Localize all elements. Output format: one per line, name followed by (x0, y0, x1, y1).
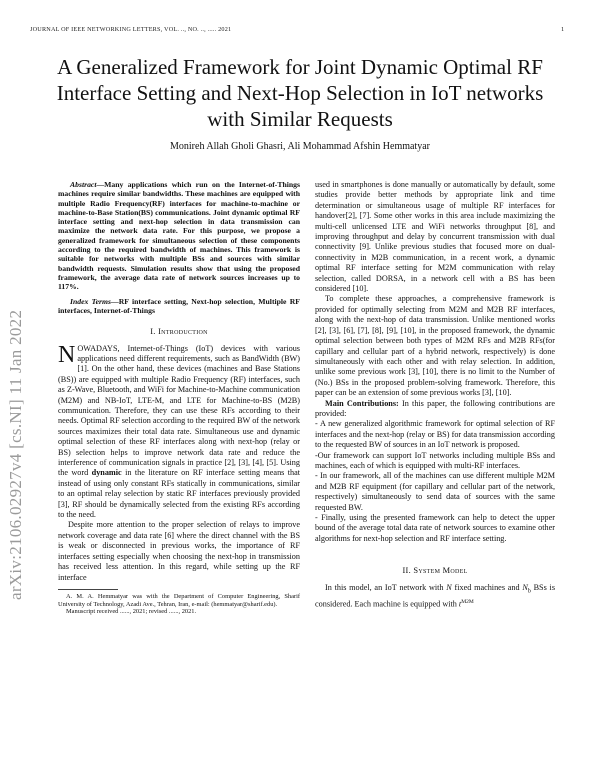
manuscript-footnote: Manuscript received ......, 2021; revised ......, 2021. (66, 608, 197, 616)
emphasis-dynamic: dynamic (91, 468, 122, 478)
drop-cap: N (58, 341, 76, 368)
affiliation-footnote: A. M. A. Hemmatyar was with the Department of Computer Engineering, Sharif University of Technology, Azadi Ave., Tehran, Iran, e-mail: (hemmatyar@sharif.edu). (58, 592, 300, 608)
right-paragraph-1: used in smartphones is done manually or automatically by default, some studies provide better methods by appropriate link and time determination or simultaneous usage of multiple RF interfaces for handover[2], [7]. Some other works in this area include maximizing the multi-cell unlicensed LTE and WiFi networks throughput [8], and improving throughput and delay by concurrent transmission with dual connectivity [9]. Unlike previous studies that focused more on dual-connectivity in M2B communication, in a recent work, a dynamic optimal RF interface setting for M2M communication with relay selection, called DORSA, in a network cell with a BS has been considered [10]. (315, 180, 555, 294)
index-terms (58, 297, 300, 316)
contributions-label: Main Contributions: (325, 398, 399, 408)
system-model-paragraph: In this model, an IoT network with N fixed machines and $N_b$ BSs is considered. Each machine is equipped with $t^{M2M}$ (315, 582, 556, 609)
symbol-N: N (446, 582, 452, 592)
author-list: Monireh Allah Gholi Ghasri, Ali Mohammad Afshin Hemmatyar (170, 141, 430, 152)
symbol-t: t (458, 599, 462, 609)
abstract-text: —Many applications which run on the Internet-of-Things machines require similar bandwidths. These machines are equipped with multiple Radio Frequency(RF) interfaces for machine-to-machine or machine-to-Base Station(BS) communications. Joint dynamic optimal RF interface setting and next-hop selection in data transmission can maximize the network data rate. For this purpose, we propose a generalized framework for simultaneous selection of these components according to the required bandwidth of machines. This framework is suitable for networks with multiple BSs and sources with similar bandwidth requests. Simulation results show that using the proposed framework, the average data rate of network sources increases up to 117%. (58, 180, 300, 292)
intro-paragraph-1: NOWADAYS, Internet-of-Things (IoT) devices with various applications need different requirements, such as BandWidth (BW) [1]. On the other hand, these devices (machines and Base Stations (BS)) are equipped with multiple Radio Frequency (RF) interfaces, such as Z-Wave, Bluetooth, and WiFi for Machine-to-Machine communication (M2M) and NB-IoT, LTE-M, and LTE for Machine-to-BS (M2B) communication. Therefore, they can use these RFs according to their needs. Optimal RF selection according to the required BW of the network sources maximizes their total data rate. Simultaneous use and dynamic optimal selection of these RF interfaces along with next-hop (relay or BS) selection helps to improve network data rate and reduce the interference of communication signals in practice [2], [3], [4], [5]. Using the word dynamic in the literature on RF interface setting means that instead of using only constant RFs statically in communications, similar to an optimal relay selection by static RF interfaces previously provided [3], RF should be dynamically selected from the existing RFs according to the need. (58, 341, 301, 520)
contributions-paragraph: Main Contributions: In this paper, the following contributions are provided: (315, 398, 555, 418)
abstract (58, 180, 300, 292)
index-terms-label: Index Terms (70, 296, 112, 306)
left-column (58, 180, 300, 616)
right-paragraph-2: To complete these approaches, a comprehensive framework is provided for optimally selecting from M2M and M2B RF interfaces, along with the next-hop of data transmission. Unlike mentioned works [2], [3], [6], [7], [8], [9], [10], in the proposed framework, the dynamic optimal selection between both types of M2M RFs and M2B RFs(for capillary and cellular part of a hybrid network, respectively) is done simultaneously with each other and with relay selection. In addition, unlike some previous work [3], [10], there is no limit to the Number of (No.) BSs in the proposed problem-solving framework. Therefore, this paper can be an extension of some previous works [3], [10]. (315, 294, 555, 398)
contribution-item-2: -Our framework can support IoT networks including multiple BSs and machines, each of which is equipped with multi-RF interfaces. (315, 450, 555, 470)
contribution-item-3: - In our framework, all of the machines can use different multiple M2M and M2B RF equipment (for capillary and cellular part of the network, respectively) simultaneously to send data of sources with the same requested BW. (315, 471, 555, 512)
symbol-t-superscript: M2M (461, 598, 474, 605)
contribution-item-1: - A new generalized algorithmic framework for optimal selection of RF interfaces and the next-hop (relay or BS) for data transmission according to the requested BW of sources in an IoT network is proposed. (315, 419, 555, 450)
symbol-Nb-subscript: b (527, 588, 531, 595)
symbol-Nb: N (522, 582, 528, 592)
contribution-item-4: - Finally, using the presented framework can help to detect the upper bound of the average total data rate of network sources to examine other algorithms for next-hop selection and RF interface setting. (315, 513, 555, 543)
arxiv-stamp: arXiv:2106.02927v4 [cs.NI] 11 Jan 2022 (6, 309, 25, 600)
page-number: 1 (561, 26, 565, 33)
paper-title: A Generalized Framework for Joint Dynamic Optimal RF Interface Setting and Next-Hop Selection in IoT networks with Similar Requests (56, 55, 544, 131)
index-terms-text: —RF interface setting, Next-hop selection, Multiple RF interfaces, Internet-of-Things (58, 296, 301, 315)
intro-paragraph-2: Despite more attention to the proper selection of relays to improve network coverage and data rate [6] where the direct channel with the BS is weak or disconnected in previous works, the importance of RF interfaces setting especially when choosing the next-hop in transmission has received less attention. In this regard, while setting up the RF interface (58, 520, 300, 582)
footnote-divider (58, 589, 118, 590)
journal-header: JOURNAL OF IEEE NETWORKING LETTERS, VOL. .., NO. .., ..... 2021 (30, 26, 232, 33)
section-heading-introduction: I. Introduction (150, 327, 208, 337)
right-column (315, 180, 555, 610)
abstract-label: Abstract (70, 180, 97, 189)
section-heading-system-model: II. System Model (402, 566, 468, 576)
